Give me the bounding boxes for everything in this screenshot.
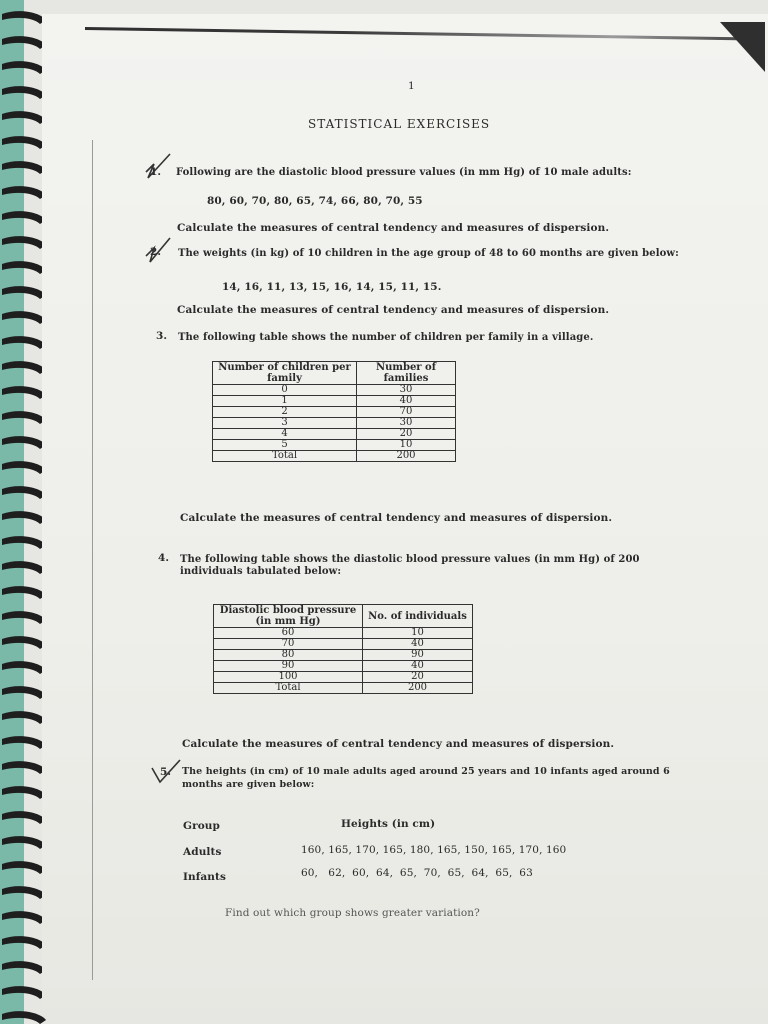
infants-label: Infants [183, 871, 226, 883]
table-cell: 3 [213, 418, 357, 429]
table-cell: 1 [213, 396, 357, 407]
table-cell: 40 [363, 661, 473, 672]
exercise-4-text-line2: individuals tabulated below: [180, 566, 342, 577]
table-row [214, 639, 473, 650]
table-row [213, 396, 456, 407]
table-cell: 2 [213, 407, 357, 418]
table-row [213, 429, 456, 440]
adults-values: 160, 165, 170, 165, 180, 165, 150, 165, 170, 160 [301, 844, 567, 856]
exercise-3-number: 3. [156, 330, 168, 342]
table-header: Number of families [357, 362, 456, 385]
table-cell: 20 [363, 672, 473, 683]
blood-pressure-table [213, 604, 473, 694]
infants-values: 60, 62, 60, 64, 65, 70, 65, 64, 65, 63 [301, 867, 533, 879]
table-cell: 40 [357, 396, 456, 407]
table-row [214, 628, 473, 639]
table-cell: 10 [357, 440, 456, 451]
exercise-2-instruction: Calculate the measures of central tendency and measures of dispersion. [177, 304, 610, 316]
table-row [214, 661, 473, 672]
exercise-3-text: The following table shows the number of children per family in a village. [178, 332, 594, 343]
exercise-4-number: 4. [158, 552, 170, 564]
table-cell: 90 [363, 650, 473, 661]
table-cell: 70 [357, 407, 456, 418]
table-cell: 80 [214, 650, 363, 661]
table-cell: 70 [214, 639, 363, 650]
table-row [214, 650, 473, 661]
tick-mark-2 [140, 236, 180, 266]
folded-corner [720, 22, 765, 72]
exercise-1-instruction: Calculate the measures of central tendency and measures of dispersion. [177, 222, 610, 234]
table-cell: 90 [214, 661, 363, 672]
table-cell: 100 [214, 672, 363, 683]
table-cell: Total [214, 683, 363, 694]
table-cell: 40 [363, 639, 473, 650]
exercise-2-number: 2. [150, 246, 162, 258]
table-cell: 30 [357, 418, 456, 429]
table-cell: Total [213, 451, 357, 462]
exercise-2-values: 14, 16, 11, 13, 15, 16, 14, 15, 11, 15. [222, 281, 442, 293]
table-row [214, 683, 473, 694]
exercise-4-text-line1: The following table shows the diastolic blood pressure values (in mm Hg) of 200 [180, 554, 640, 565]
table-row [213, 440, 456, 451]
table-row [213, 451, 456, 462]
table-header: No. of individuals [363, 605, 473, 628]
exercise-5-text-line2: months are given below: [182, 779, 315, 790]
exercise-5-question: Find out which group shows greater variation? [225, 907, 480, 919]
table-cell: 0 [213, 385, 357, 396]
table-header-row [213, 362, 456, 385]
exercise-4-instruction: Calculate the measures of central tendency and measures of dispersion. [182, 738, 615, 750]
table-header: Diastolic blood pressure (in mm Hg) [214, 605, 363, 628]
table-row [213, 407, 456, 418]
exercise-5-text-line1: The heights (in cm) of 10 male adults aged around 25 years and 10 infants aged around 6 [182, 766, 670, 777]
children-per-family-table [212, 361, 456, 462]
page-title: STATISTICAL EXERCISES [308, 117, 491, 131]
page-number: 1 [408, 80, 415, 92]
table-cell: 200 [363, 683, 473, 694]
table-cell: 60 [214, 628, 363, 639]
exercise-1-text: Following are the diastolic blood pressure values (in mm Hg) of 10 male adults: [176, 167, 632, 178]
exercise-2-text: The weights (in kg) of 10 children in the age group of 48 to 60 months are given below: [178, 248, 679, 259]
heights-col-heights: Heights (in cm) [341, 818, 436, 830]
table-row [214, 672, 473, 683]
adults-label: Adults [183, 846, 222, 858]
table-cell: 4 [213, 429, 357, 440]
table-header-row [214, 605, 473, 628]
exercise-1-number: 1. [150, 166, 162, 178]
tick-mark-1 [140, 150, 180, 180]
tick-mark-5 [148, 758, 188, 788]
table-cell: 200 [357, 451, 456, 462]
table-row [213, 385, 456, 396]
margin-rule [92, 140, 93, 980]
exercise-5-number: 5. [160, 766, 172, 778]
heights-col-group: Group [183, 820, 220, 832]
table-cell: 30 [357, 385, 456, 396]
table-cell: 5 [213, 440, 357, 451]
table-header: Number of children per family [213, 362, 357, 385]
exercise-1-values: 80, 60, 70, 80, 65, 74, 66, 80, 70, 55 [207, 195, 423, 207]
table-cell: 10 [363, 628, 473, 639]
table-row [213, 418, 456, 429]
table-cell: 20 [357, 429, 456, 440]
exercise-3-instruction: Calculate the measures of central tendency and measures of dispersion. [180, 512, 613, 524]
